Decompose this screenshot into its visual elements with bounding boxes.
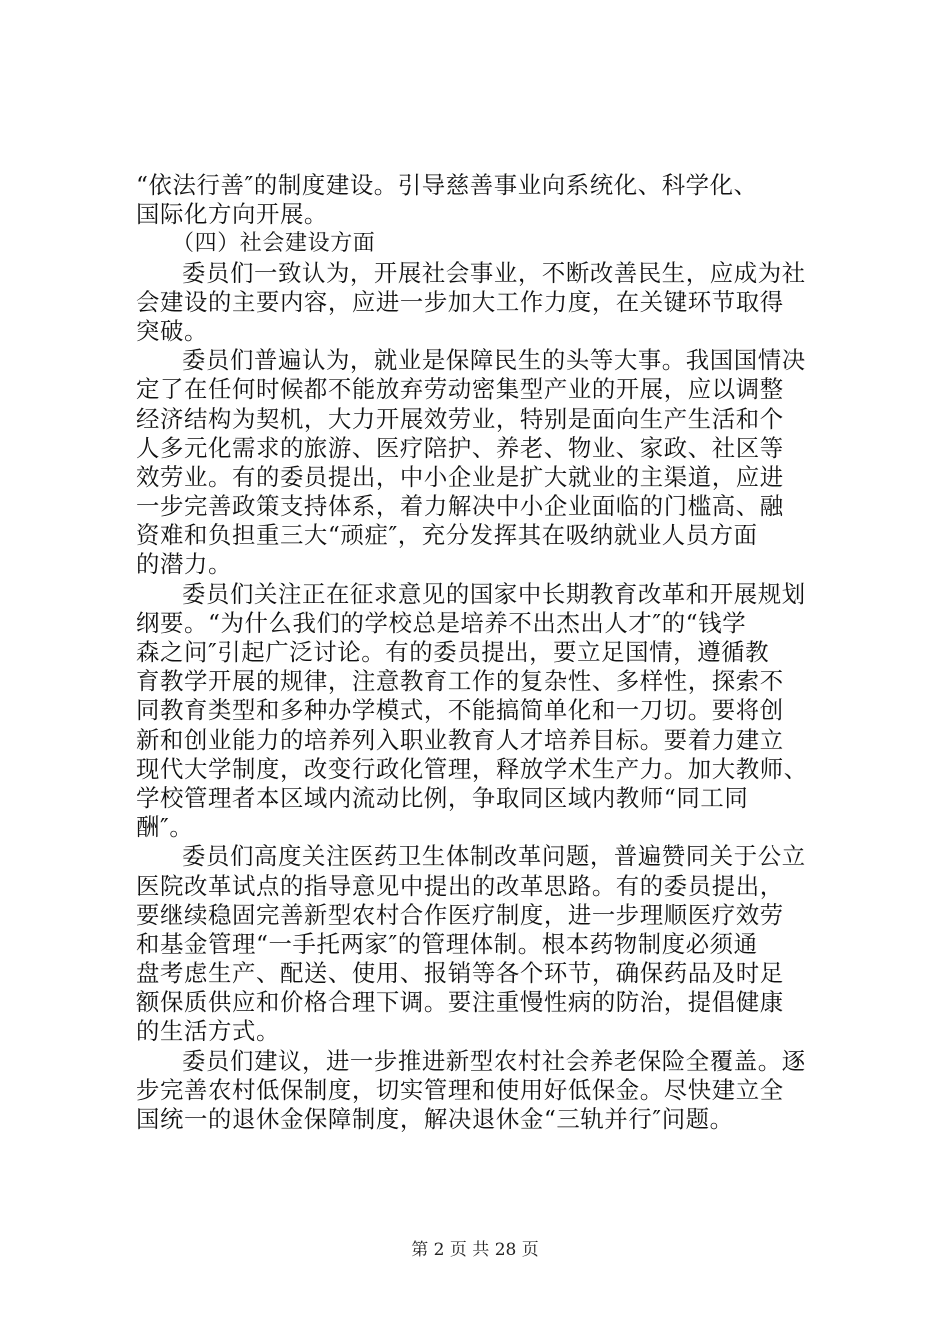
text-line: 国统一的退休金保障制度，解决退休金“三轨并行″问题。 bbox=[136, 1105, 734, 1133]
text-line: “依法行善″的制度建设。引导慈善事业向系统化、科学化、 bbox=[136, 171, 758, 199]
text-line: 国际化方向开展。 bbox=[136, 200, 328, 229]
text-line: 步完善农村低保制度，切实管理和使用好低保金。尽快建立全 bbox=[136, 1075, 784, 1104]
text-line: 盘考虑生产、配送、使用、报销等各个环节，确保药品及时足 bbox=[136, 959, 784, 988]
text-line: 同教育类型和多种办学模式，不能搞简单化和一刀切。要将创 bbox=[136, 696, 784, 725]
text-line: 现代大学制度，改变行政化管理，释放学术生产力。加大教师、 bbox=[136, 754, 808, 783]
text-line: 医院改革试点的指导意见中提出的改革思路。有的委员提出， bbox=[136, 871, 784, 900]
text-line: 育教学开展的规律，注意教育工作的复杂性、多样性，探索不 bbox=[136, 667, 784, 696]
text-line: 的潜力。 bbox=[136, 550, 232, 579]
text-line: 额保质供应和价格合理下调。要注重慢性病的防治，提倡健康 bbox=[136, 988, 784, 1017]
text-line: 纲要。“为什么我们的学校总是培养不出杰出人才″的“钱学 bbox=[136, 608, 747, 637]
text-line: 会建设的主要内容，应进一步加大工作力度，在关键环节取得 bbox=[136, 287, 784, 316]
text-line: 森之问″引起广泛讨论。有的委员提出，要立足国情，遵循教 bbox=[136, 638, 770, 666]
text-line: 委员们高度关注医药卫生体制改革问题，普遍赞同关于公立 bbox=[182, 842, 806, 871]
section-heading: （四）社会建设方面 bbox=[172, 231, 376, 257]
text-line: 新和创业能力的培养列入职业教育人才培养目标。要着力建立 bbox=[136, 725, 784, 754]
body-text bbox=[136, 171, 834, 1134]
text-line: 酬″。 bbox=[136, 813, 194, 842]
text-line: 资难和负担重三大“顽症″，充分发挥其在吸纳就业人员方面 bbox=[136, 521, 758, 550]
text-line: 定了在任何时候都不能放弃劳动密集型产业的开展，应以调整 bbox=[136, 375, 784, 404]
text-line: 一步完善政策支持体系，着力解决中小企业面临的门槛高、融 bbox=[136, 492, 784, 521]
text-line: 委员们一致认为，开展社会事业，不断改善民生，应成为社 bbox=[182, 258, 806, 287]
text-line: 的生活方式。 bbox=[136, 1017, 280, 1046]
text-line: 和基金管理“一手托两家″的管理体制。根本药物制度必须通 bbox=[136, 929, 758, 958]
text-line: 突破。 bbox=[136, 316, 208, 345]
page-number-footer: 第 2 页 共 28 页 bbox=[411, 1240, 539, 1260]
text-line: 要继续稳固完善新型农村合作医疗制度，进一步理顺医疗效劳 bbox=[136, 900, 784, 929]
text-line: 人多元化需求的旅游、医疗陪护、养老、物业、家政、社区等 bbox=[136, 433, 784, 462]
text-line: 经济结构为契机，大力开展效劳业，特别是面向生产生活和个 bbox=[136, 404, 784, 433]
text-line: 委员们建议，进一步推进新型农村社会养老保险全覆盖。逐 bbox=[182, 1046, 806, 1075]
text-line: 委员们关注正在征求意见的国家中长期教育改革和开展规划 bbox=[182, 579, 806, 608]
text-line: 学校管理者本区域内流动比例，争取同区域内教师“同工同 bbox=[136, 783, 749, 812]
text-line: 委员们普遍认为，就业是保障民生的头等大事。我国国情决 bbox=[182, 346, 806, 375]
text-line: 效劳业。有的委员提出，中小企业是扩大就业的主渠道，应进 bbox=[136, 462, 784, 491]
